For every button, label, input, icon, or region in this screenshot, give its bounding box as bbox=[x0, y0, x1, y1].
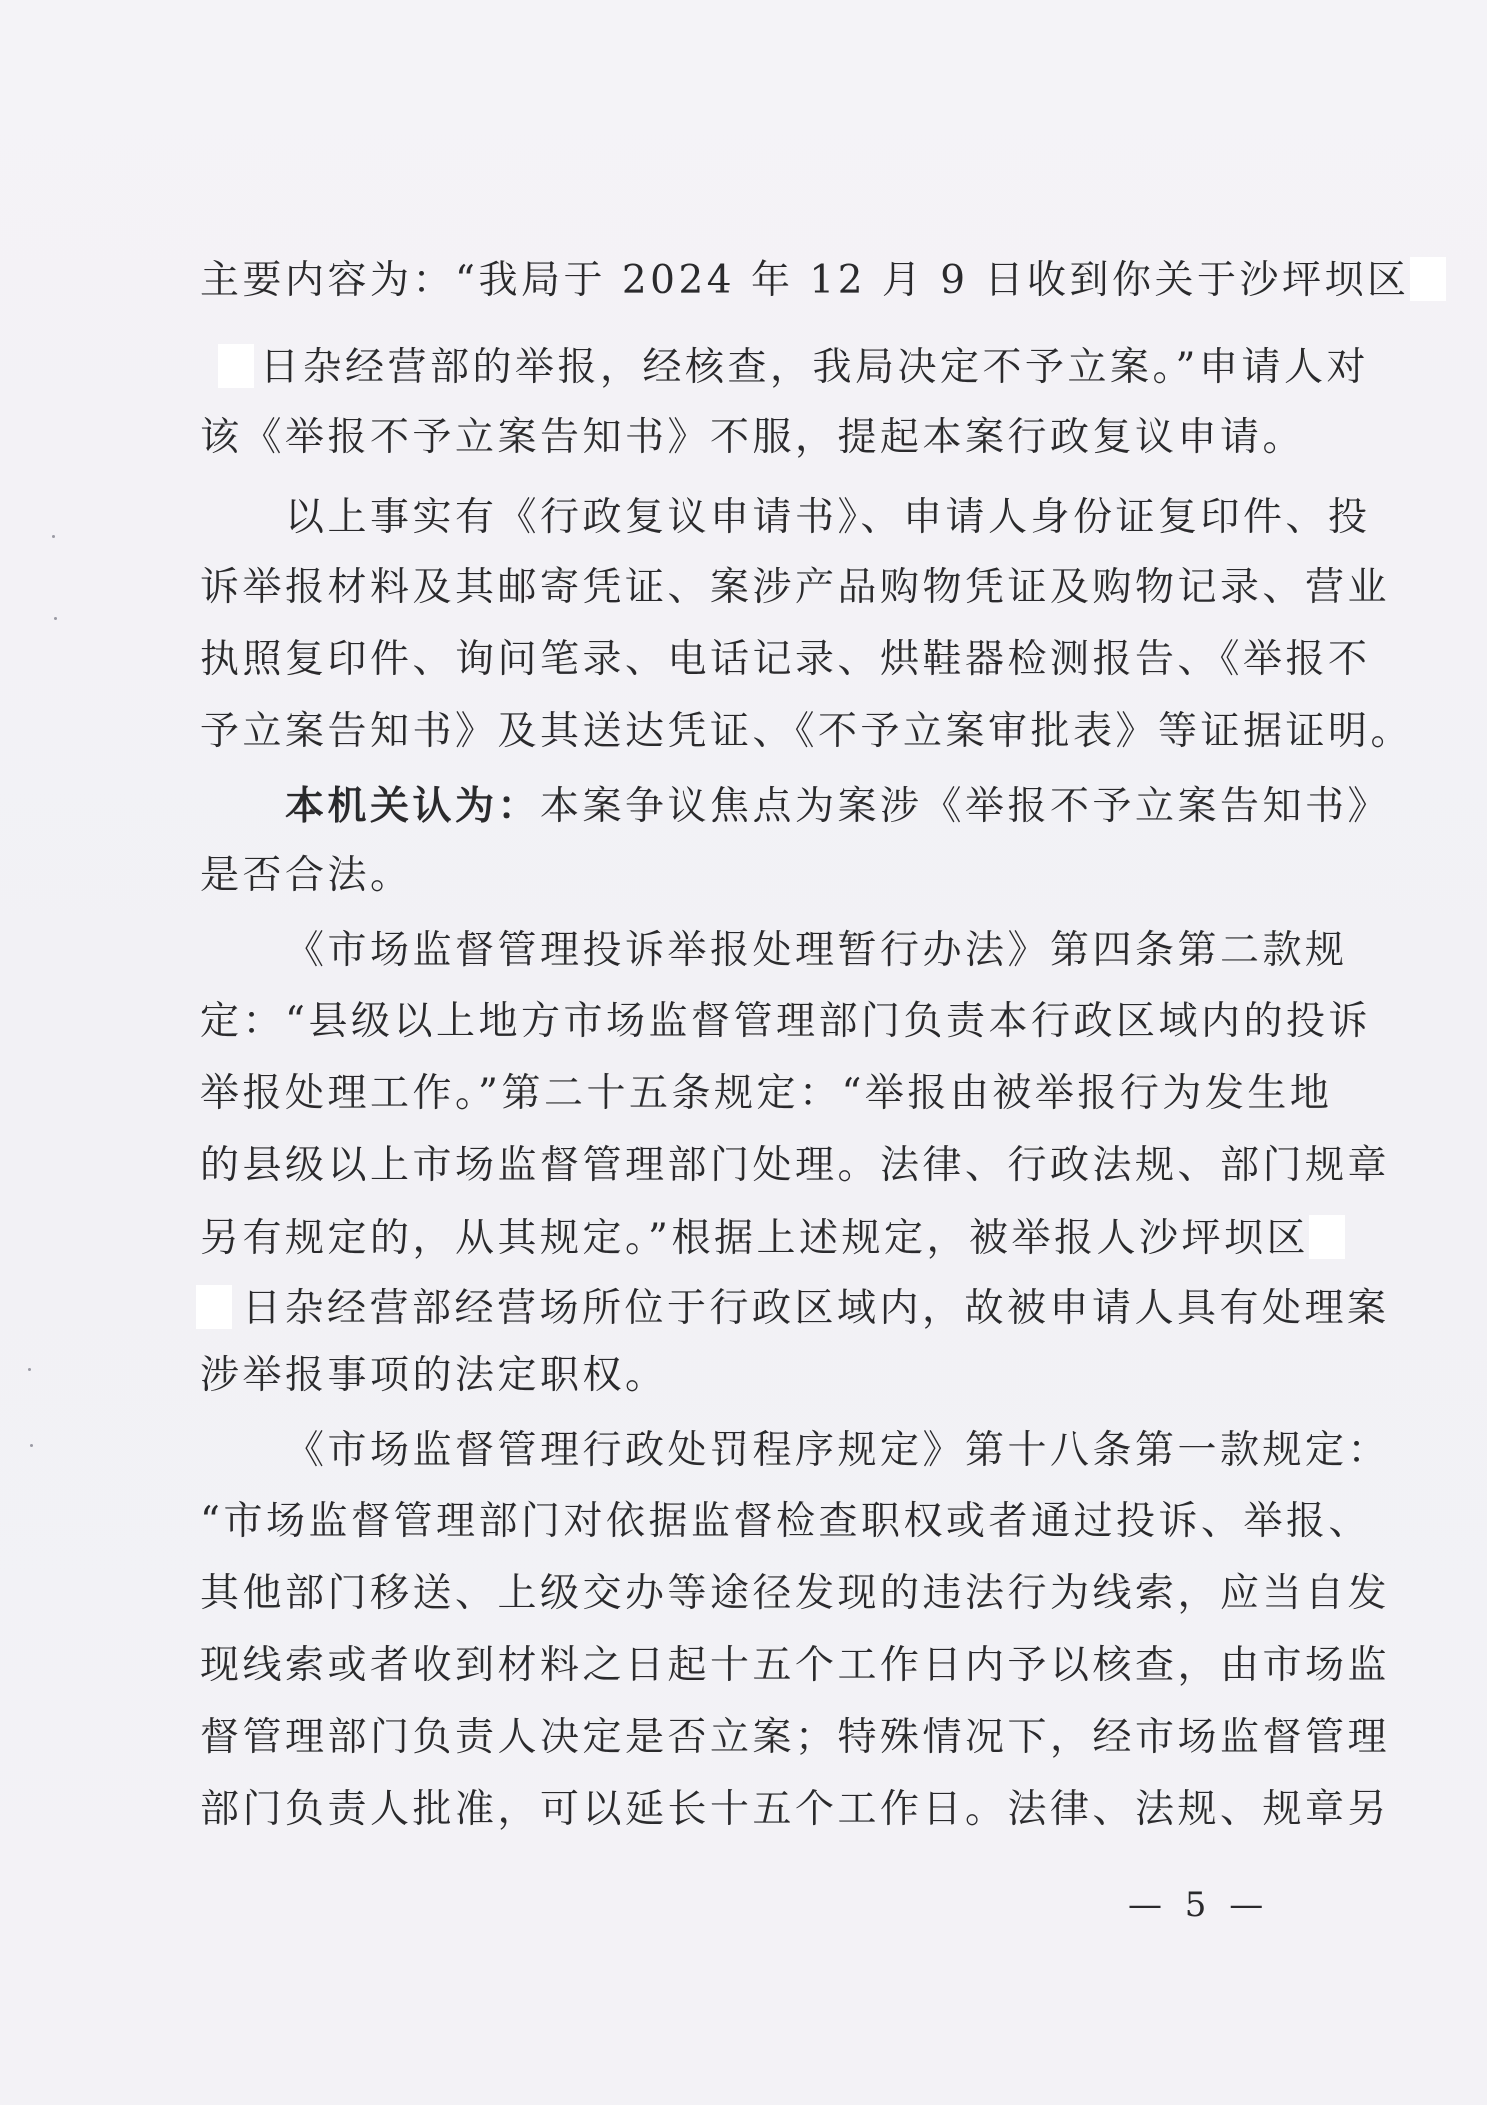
redaction-box bbox=[196, 1285, 232, 1329]
scan-speck bbox=[52, 535, 55, 538]
text-line: 《市场监督管理行政处罚程序规定》第十八条第一款规定： bbox=[285, 1428, 1391, 1473]
text-line bbox=[285, 780, 1391, 832]
redaction-box bbox=[218, 344, 254, 388]
text-line: 以上事实有《行政复议申请书》、申请人身份证复印件、投 bbox=[285, 495, 1371, 540]
text-line: 该《举报不予立案告知书》不服，提起本案行政复议申请。 bbox=[200, 415, 1306, 460]
text-line: 《市场监督管理投诉举报处理暂行办法》第四条第二款规 bbox=[285, 928, 1348, 973]
text-line: 督管理部门负责人决定是否立案；特殊情况下，经市场监督管理 bbox=[200, 1715, 1391, 1760]
heading-lead: 本机关认为： bbox=[285, 783, 541, 829]
scan-speck bbox=[28, 1368, 31, 1371]
text: 日杂经营部的举报，经核查，我局决定不予立案。”申请人对 bbox=[260, 345, 1369, 390]
text-line: 诉举报材料及其邮寄凭证、案涉产品购物凭证及购物记录、营业 bbox=[200, 565, 1391, 610]
text-line: 予立案告知书》及其送达凭证、《不予立案审批表》等证据证明。 bbox=[200, 709, 1414, 754]
redaction-box bbox=[1309, 1215, 1345, 1259]
text-line bbox=[200, 255, 1410, 307]
text: 日杂经营部经营场所位于行政区域内，故被申请人具有处理案 bbox=[242, 1286, 1390, 1331]
text-line: 举报处理工作。”第二十五条规定：“举报由被举报行为发生地 bbox=[200, 1071, 1333, 1116]
text: 另有规定的，从其规定。”根据上述规定，被举报人沙坪坝区 bbox=[200, 1216, 1309, 1261]
scan-speck bbox=[30, 1444, 33, 1447]
text-line: 部门负责人批准，可以延长十五个工作日。法律、法规、规章另 bbox=[200, 1787, 1391, 1832]
text-line bbox=[200, 1213, 1320, 1265]
scan-speck bbox=[54, 617, 57, 620]
text: 主要内容为：“我局于 2024 年 12 月 9 日收到你关于沙坪坝区 bbox=[200, 258, 1410, 303]
text-line: 的县级以上市场监督管理部门处理。法律、行政法规、部门规章 bbox=[200, 1143, 1391, 1188]
text-line: 其他部门移送、上级交办等途径发现的违法行为线索，应当自发 bbox=[200, 1571, 1391, 1616]
text-line: 定：“县级以上地方市场监督管理部门负责本行政区域内的投诉 bbox=[200, 999, 1371, 1044]
text-line bbox=[196, 1283, 1390, 1335]
text-line: 现线索或者收到材料之日起十五个工作日内予以核查，由市场监 bbox=[200, 1643, 1391, 1688]
text: 本案争议焦点为案涉《举报不予立案告知书》 bbox=[540, 784, 1391, 829]
page-number: — 5 — bbox=[1128, 1885, 1270, 1925]
text-line: 是否合法。 bbox=[200, 853, 413, 898]
text-line: 涉举报事项的法定职权。 bbox=[200, 1353, 668, 1398]
redaction-box bbox=[1410, 257, 1446, 301]
text-line bbox=[222, 342, 1369, 394]
text-line: 执照复印件、询问笔录、电话记录、烘鞋器检测报告、《举报不 bbox=[200, 637, 1371, 682]
text-line: “市场监督管理部门对依据监督检查职权或者通过投诉、举报、 bbox=[200, 1499, 1371, 1544]
